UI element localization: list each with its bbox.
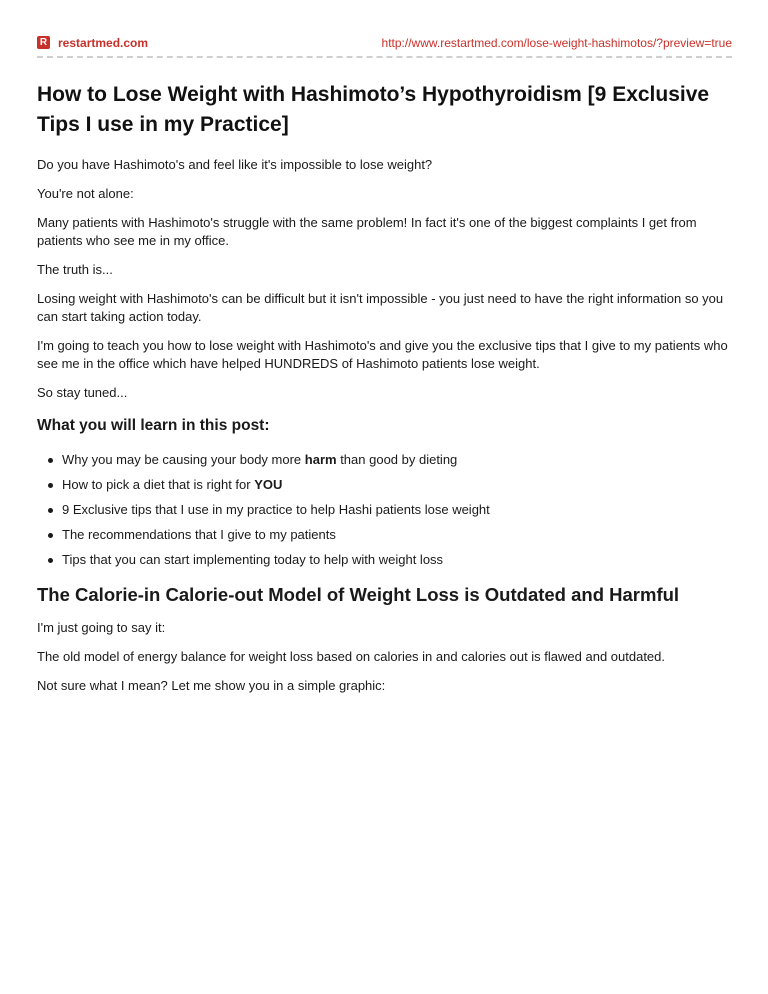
paragraph: Not sure what I mean? Let me show you in a simple graphic: <box>37 678 386 693</box>
paragraph: I'm going to teach you how to lose weight with Hashimoto's and give you the exclusive tips that I give to my patients who see me in the office which have helped HUNDREDS of Hashimoto patients lose weight. <box>37 338 728 371</box>
paragraph: Losing weight with Hashimoto's can be difficult but it isn't impossible - you just need to have the right information so you can start taking action today. <box>37 291 724 324</box>
list-item <box>37 476 732 494</box>
section-heading: The Calorie-in Calorie-out Model of Weight Loss is Outdated and Harmful <box>37 584 680 605</box>
list-item-text: than good by dieting <box>336 452 458 467</box>
article-title: How to Lose Weight with Hashimoto’s Hypothyroidism [9 Exclusive Tips I use in my Practice] <box>37 83 710 136</box>
list-item-text: 9 Exclusive tips that I use in my practice to help Hashi patients lose weight <box>62 502 490 517</box>
list-item-emphasis: harm <box>304 452 337 467</box>
list-item-text: Why you may be causing your body more <box>62 452 305 467</box>
page-header <box>37 35 732 51</box>
list-item <box>37 551 732 569</box>
paragraph: The old model of energy balance for weight loss based on calories in and calories out is flawed and outdated. <box>37 649 665 664</box>
site-logo-icon: R <box>37 36 50 49</box>
list-item <box>37 451 732 469</box>
learn-heading: What you will learn in this post: <box>37 417 270 434</box>
paragraph: Many patients with Hashimoto's struggle with the same problem! In fact it's one of the biggest complaints I get from patients who see me in my office. <box>37 215 697 248</box>
list-item-text: The recommendations that I give to my patients <box>62 527 336 542</box>
paragraph: Do you have Hashimoto's and feel like it's impossible to lose weight? <box>37 157 433 172</box>
list-item-text: Tips that you can start implementing today to help with weight loss <box>62 552 444 567</box>
header-divider <box>37 56 732 58</box>
page-url-link[interactable]: http://www.restartmed.com/lose-weight-hashimotos/?preview=true <box>381 36 732 50</box>
paragraph: So stay tuned... <box>37 385 128 400</box>
list-item-emphasis: YOU <box>254 477 283 492</box>
site-name-link[interactable]: restartmed.com <box>58 36 149 50</box>
paragraph: I'm just going to say it: <box>37 620 166 635</box>
list-item <box>37 501 732 519</box>
article-body <box>37 80 732 706</box>
list-item-text: How to pick a diet that is right for <box>62 477 255 492</box>
learn-list <box>37 451 732 569</box>
list-item <box>37 526 732 544</box>
paragraph: You're not alone: <box>37 186 134 201</box>
paragraph: The truth is... <box>37 262 113 277</box>
